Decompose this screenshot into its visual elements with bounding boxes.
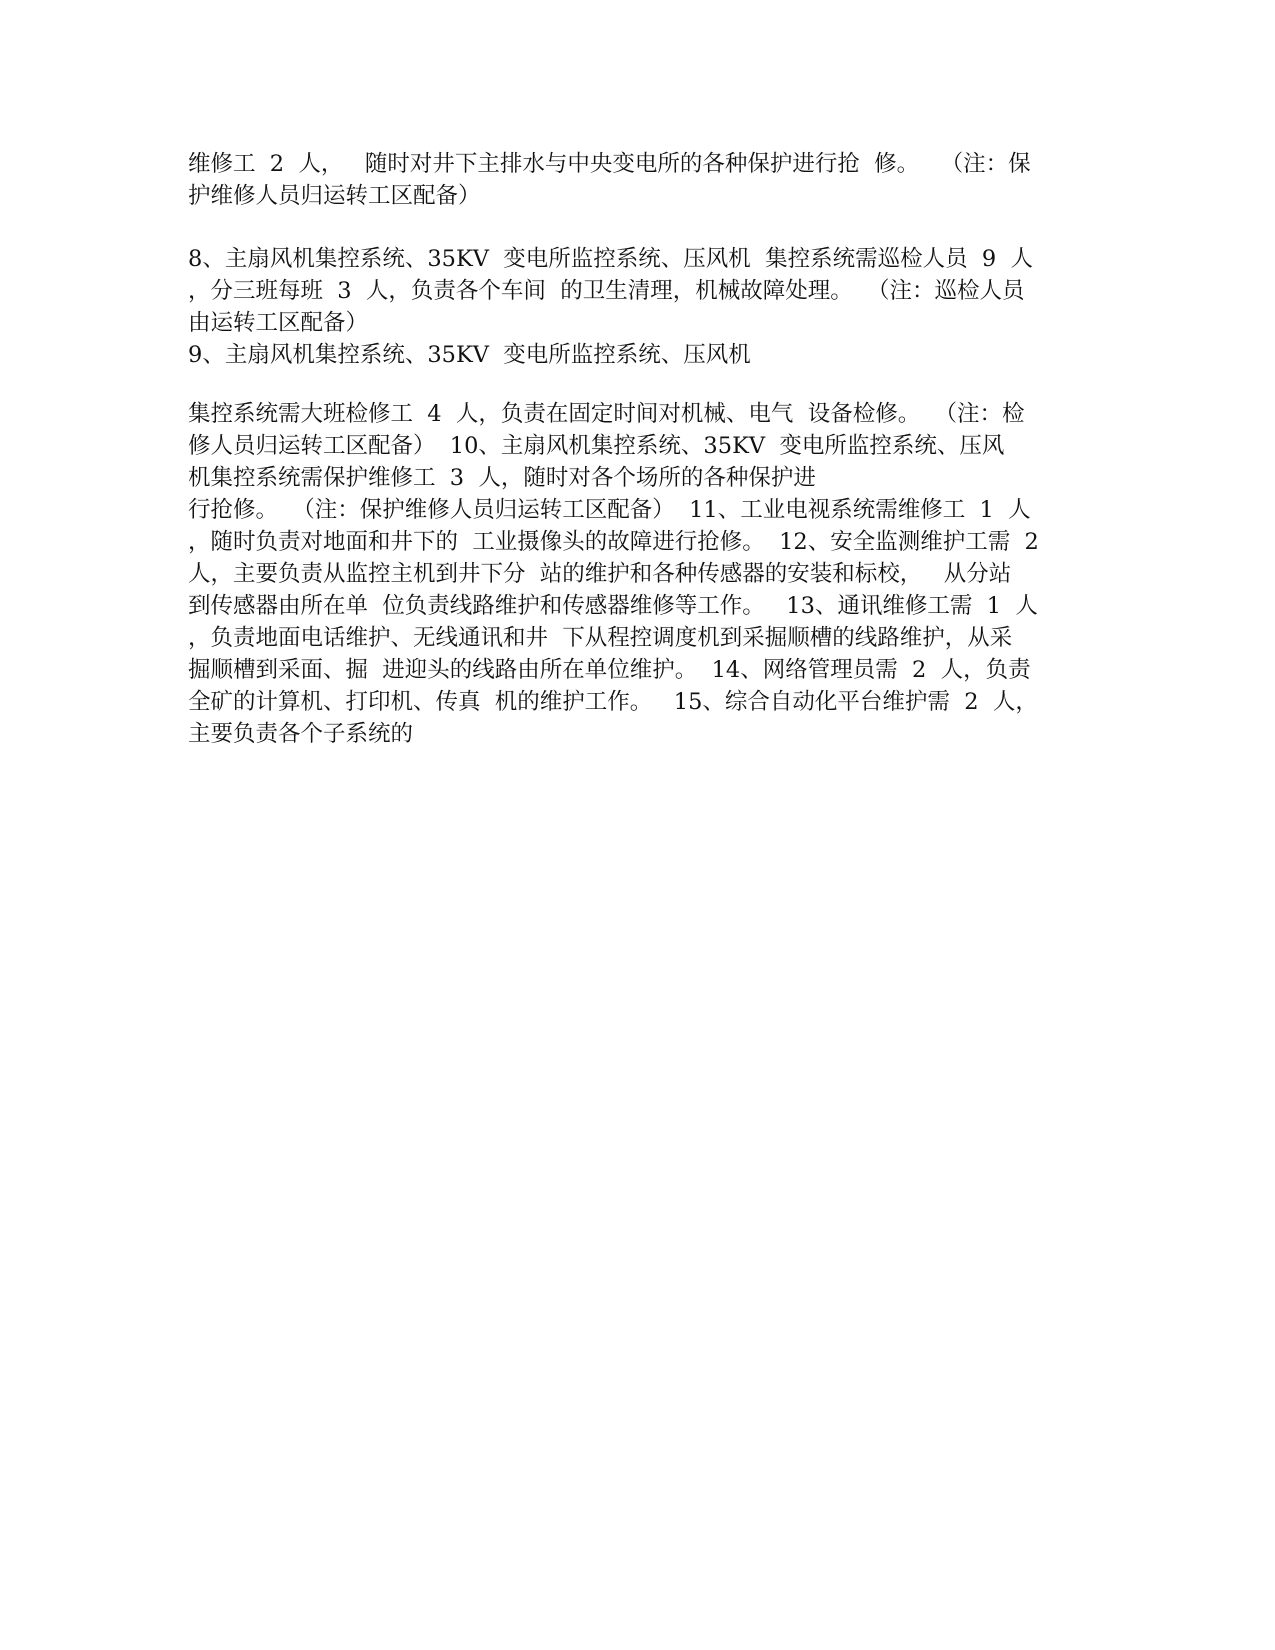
paragraph-block-3	[188, 398, 1100, 750]
text-line: 维修工 2 人， 随时对井下主排水与中央变电所的各种保护进行抢 修。 （注：保	[188, 151, 1031, 177]
text-line: ，随时负责对地面和井下的 工业摄像头的故障进行抢修。 12、安全监测维护工需 2	[188, 529, 1039, 555]
text-line: 由运转工区配备）	[188, 310, 369, 336]
text-line: 到传感器由所在单 位负责线路维护和传感器维修等工作。 13、通讯维修工需 1 人	[188, 593, 1038, 619]
text-line: 修人员归运转工区配备） 10、主扇风机集控系统、35KV 变电所监控系统、压风	[188, 433, 1005, 459]
text-line: 主要负责各个子系统的	[188, 721, 414, 747]
text-line: 机集控系统需保护维修工 3 人，随时对各个场所的各种保护进	[188, 465, 816, 491]
text-line: 护维修人员归运转工区配备）	[188, 183, 481, 209]
text-line: 人，主要负责从监控主机到井下分 站的维护和各种传感器的安装和标校， 从分站	[188, 561, 1012, 587]
text-line: 集控系统需大班检修工 4 人，负责在固定时间对机械、电气 设备检修。 （注：检	[188, 401, 1025, 427]
text-line: 掘顺槽到采面、掘 进迎头的线路由所在单位维护。 14、网络管理员需 2 人，负责	[188, 657, 1031, 683]
paragraph-block-2	[188, 243, 1100, 371]
text-line: 全矿的计算机、打印机、传真 机的维护工作。 15、综合自动化平台维护需 2 人，	[188, 689, 1038, 715]
paragraph-block-1	[188, 148, 1100, 212]
text-line: 9、主扇风机集控系统、35KV 变电所监控系统、压风机	[188, 342, 751, 368]
text-line: ，分三班每班 3 人，负责各个车间 的卫生清理，机械故障处理。 （注：巡检人员	[188, 278, 1025, 304]
text-line: ，负责地面电话维护、无线通讯和井 下从程控调度机到采掘顺槽的线路维护，从采	[188, 625, 1013, 651]
text-line: 8、主扇风机集控系统、35KV 变电所监控系统、压风机 集控系统需巡检人员 9 人	[188, 246, 1034, 272]
text-line: 行抢修。 （注：保护维修人员归运转工区配备） 11、工业电视系统需维修工 1 人	[188, 497, 1031, 523]
